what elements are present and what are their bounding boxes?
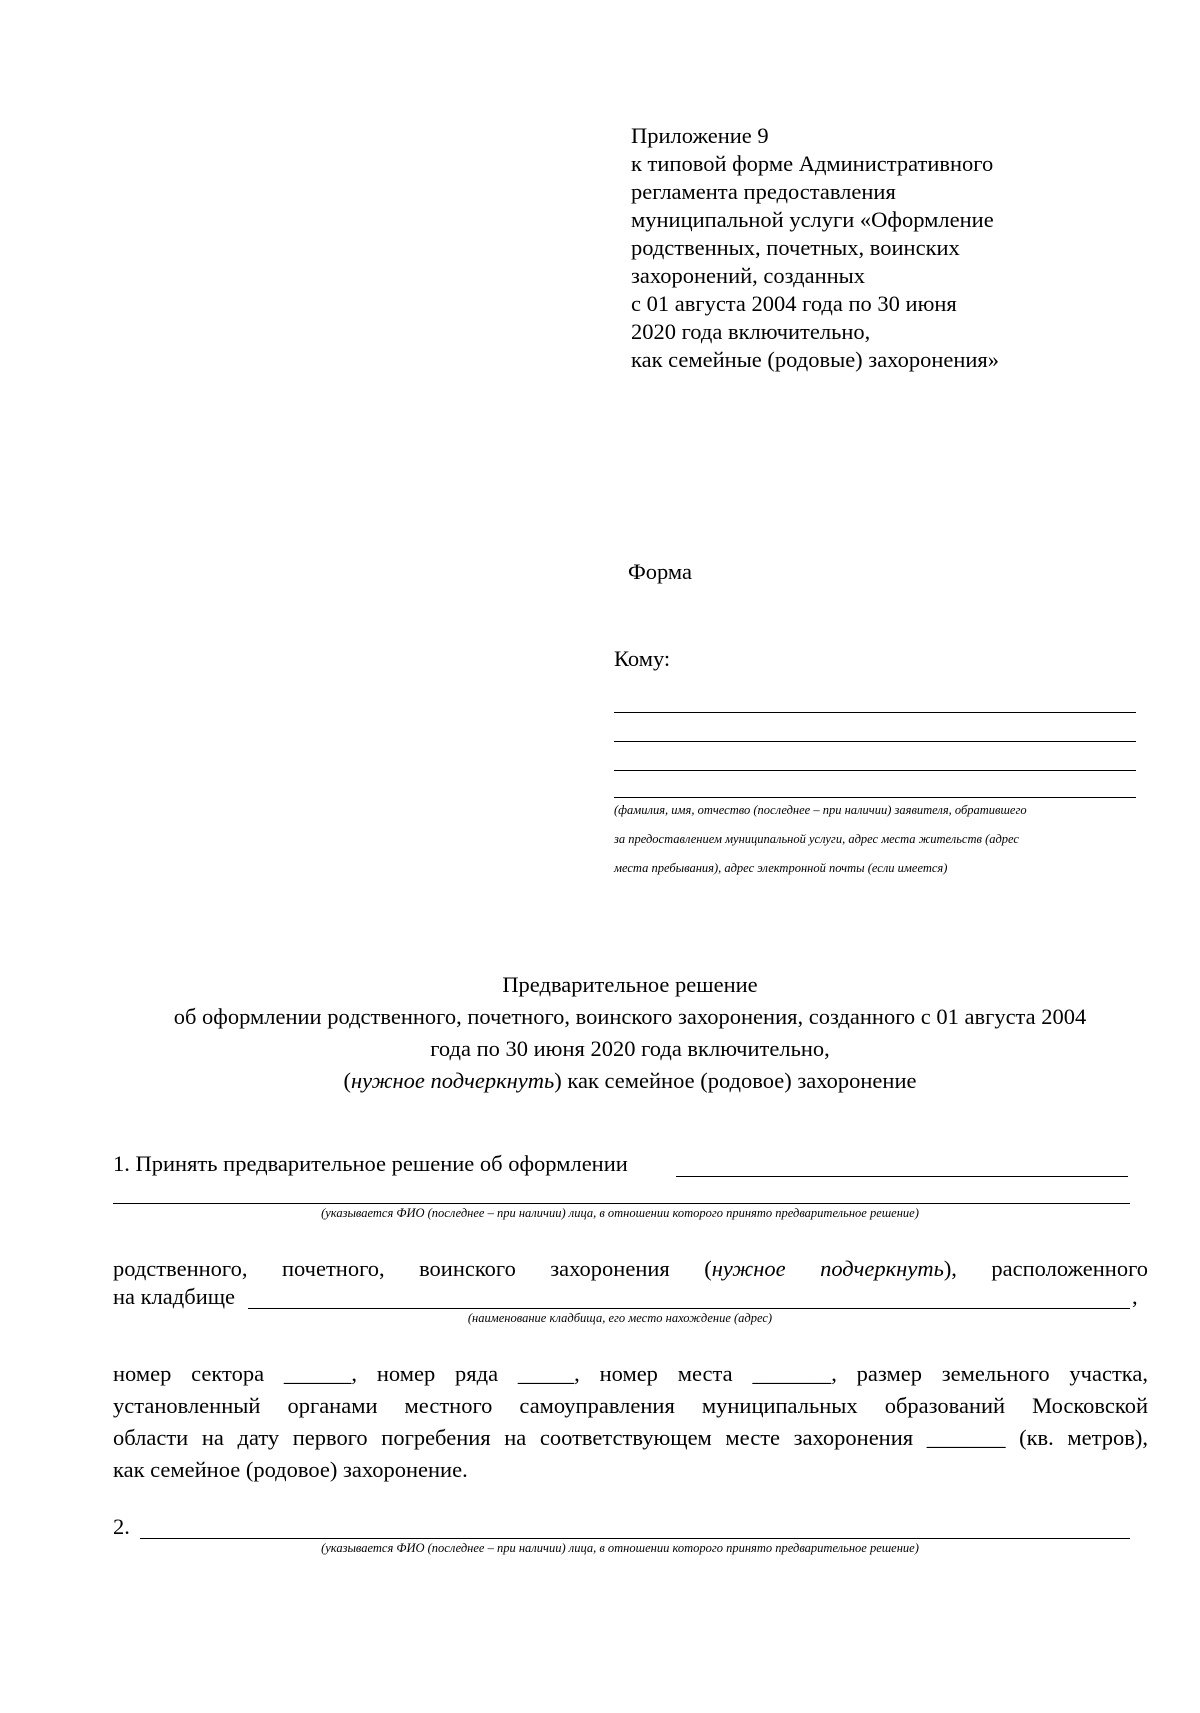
- appendix-line: Приложение 9: [631, 123, 769, 148]
- title-line: об оформлении родственного, почетного, воинского захоронения, созданного с 01 августа 2004: [173, 1004, 1087, 1029]
- word-emphasis-group: [704, 1256, 785, 1281]
- word: расположенного: [991, 1256, 1149, 1281]
- form-label: Форма: [628, 559, 693, 584]
- details-line: области на дату первого погребения на соответствующем месте захоронения _______ (кв. метров),: [113, 1425, 1148, 1450]
- item1-fill-line: [676, 1176, 1128, 1177]
- recipient-hint-line: за предоставлением муниципальной услуги, адрес места жительств (адрес: [614, 832, 1019, 846]
- cemetery-hint: (наименование кладбища, его место нахождение (адрес): [467, 1311, 773, 1325]
- item1-text: 1. Принять предварительное решение об оформлении: [113, 1151, 628, 1176]
- word: родственного,: [113, 1256, 248, 1281]
- cemetery-comma: ,: [1132, 1284, 1138, 1309]
- item1-hint: (указывается ФИО (последнее – при наличии) лица, в отношении которого принято предварительное решение): [321, 1206, 919, 1220]
- recipient-line: [614, 712, 1136, 713]
- word: воинского: [419, 1256, 516, 1281]
- word-emphasis-group: [820, 1256, 957, 1281]
- item1-full-line: [113, 1203, 1130, 1204]
- appendix-line: к типовой форме Административного: [631, 151, 994, 176]
- recipient-line: [614, 770, 1136, 771]
- item2-fill-line: [140, 1538, 1130, 1539]
- appendix-line: родственных, почетных, воинских: [631, 235, 960, 260]
- emphasis-word: нужное: [711, 1256, 786, 1281]
- recipient-label: Кому:: [614, 646, 671, 671]
- word: почетного,: [281, 1256, 385, 1281]
- appendix-line: 2020 года включительно,: [631, 319, 871, 344]
- title-emphasis: нужное подчеркнуть: [351, 1068, 555, 1093]
- title-rest: как семейное (родовое) захоронение: [561, 1068, 917, 1093]
- details-line: как семейное (родовое) захоронение.: [113, 1457, 468, 1482]
- title-line: (нужное подчеркнуть) как семейное (родовое) захоронение: [343, 1068, 917, 1093]
- paren: ),: [943, 1256, 957, 1281]
- recipient-hint-line: места пребывания), адрес электронной почты (если имеется): [614, 861, 948, 875]
- emphasis-word: подчеркнуть: [820, 1256, 944, 1281]
- appendix-line: регламента предоставления: [631, 179, 896, 204]
- recipient-line: [614, 741, 1136, 742]
- details-line: установленный органами местного самоуправления муниципальных образований Московской: [113, 1393, 1148, 1418]
- appendix-line: с 01 августа 2004 года по 30 июня: [631, 291, 957, 316]
- recipient-hint-line: (фамилия, имя, отчество (последнее – при наличии) заявителя, обратившего: [614, 803, 1027, 817]
- appendix-line: муниципальной услуги «Оформление: [631, 207, 994, 232]
- word: захоронения: [550, 1256, 670, 1281]
- burial-type-line: [113, 1255, 1148, 1283]
- recipient-line: [614, 797, 1136, 798]
- cemetery-fill-line: [248, 1308, 1130, 1309]
- paren: (: [704, 1256, 712, 1281]
- appendix-line: как семейные (родовые) захоронения»: [631, 347, 1000, 372]
- cemetery-label: на кладбище: [113, 1284, 236, 1309]
- item2-number: 2.: [113, 1514, 130, 1539]
- title-line: года по 30 июня 2020 года включительно,: [430, 1036, 830, 1061]
- title-line: Предварительное решение: [502, 972, 758, 997]
- appendix-line: захоронений, созданных: [631, 263, 866, 288]
- item2-hint: (указывается ФИО (последнее – при наличии) лица, в отношении которого принято предварительное решение): [321, 1541, 919, 1555]
- details-line: номер сектора ______, номер ряда _____, номер места _______, размер земельного участка,: [113, 1361, 1148, 1386]
